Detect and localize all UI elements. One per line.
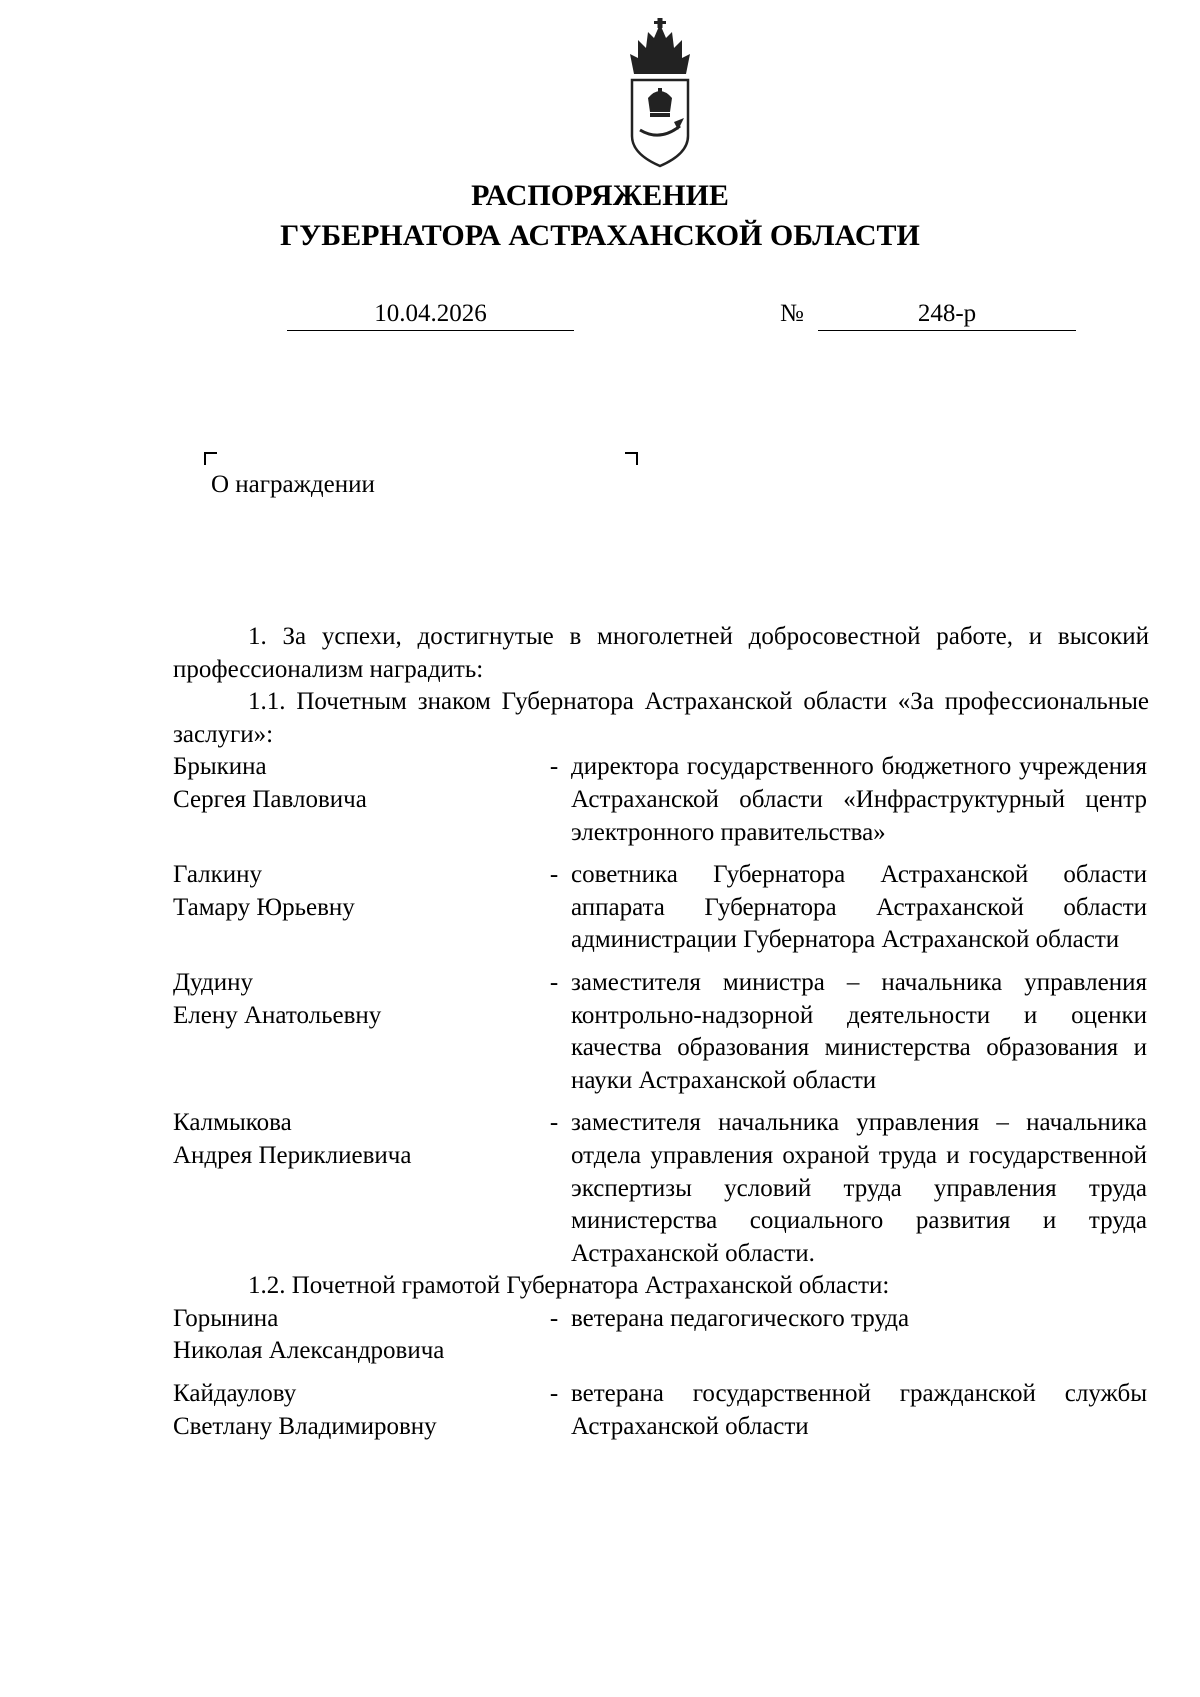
coat-of-arms-icon	[620, 18, 700, 170]
section-heading-1-2: 1.2. Почетной грамотой Губернатора Астраханской области:	[248, 1272, 890, 1300]
recipient-given-names: Андрея Периклиевича	[173, 1141, 412, 1169]
award-entry	[173, 1303, 1149, 1368]
subject-bracket-left	[204, 452, 217, 465]
recipient-position: советника Губернатора Астраханской области аппарата Губернатора Астраханской области администрации Губернатора Астраханской области	[571, 861, 1147, 954]
recipient-name	[173, 1107, 537, 1270]
document-subject: О награждении	[211, 471, 375, 498]
document-title: РАСПОРЯЖЕНИЕ	[471, 179, 729, 212]
subject-bracket-right	[625, 452, 638, 465]
issuing-authority: ГУБЕРНАТОРА АСТРАХАНСКОЙ ОБЛАСТИ	[280, 219, 920, 252]
entry-dash: -	[549, 1304, 559, 1332]
recipient-given-names: Светлану Владимировну	[173, 1412, 437, 1440]
recipient-given-names: Тамару Юрьевну	[173, 893, 355, 921]
document-body	[173, 621, 1149, 1443]
entry-dash: -	[549, 968, 559, 996]
recipient-surname: Горынина	[173, 1304, 279, 1332]
award-entry	[173, 751, 1149, 849]
document-number: 248-р	[818, 298, 1076, 331]
award-entry	[173, 967, 1149, 1097]
award-entry	[173, 1107, 1149, 1270]
award-entry	[173, 859, 1149, 957]
entry-dash: -	[549, 1380, 559, 1408]
recipient-name	[173, 859, 537, 957]
recipient-name	[173, 967, 537, 1097]
document-header	[0, 176, 1200, 256]
recipient-surname: Галкину	[173, 861, 263, 889]
section-heading-1-1: 1.1. Почетным знаком Губернатора Астраханской области «За профессиональные заслуги»:	[173, 688, 1149, 748]
recipient-name	[173, 1303, 537, 1368]
recipient-position: заместителя начальника управления – начальника отдела управления охраной труда и государственной экспертизы условий труда управления труда министерства социального развития и труда Астраханской области.	[571, 1109, 1147, 1267]
recipient-name	[173, 751, 537, 849]
recipient-given-names: Елену Анатольевну	[173, 1001, 382, 1029]
award-entry	[173, 1378, 1149, 1443]
entry-dash: -	[549, 1109, 559, 1137]
recipient-position: ветерана государственной гражданской службы Астраханской области	[571, 1380, 1147, 1440]
recipient-position: директора государственного бюджетного учреждения Астраханской области «Инфраструктурный центр электронного правительства»	[571, 753, 1147, 846]
recipient-surname: Калмыкова	[173, 1109, 292, 1137]
number-sign: №	[780, 300, 804, 327]
recipient-surname: Брыкина	[173, 753, 267, 781]
document-date: 10.04.2026	[287, 298, 574, 331]
entry-dash: -	[549, 753, 559, 781]
recipient-position: заместителя министра – начальника управления контрольно-надзорной деятельности и оценки качества образования министерства образования и науки Астраханской области	[571, 968, 1147, 1094]
recipient-surname: Кайдаулову	[173, 1380, 297, 1408]
intro-paragraph: 1. За успехи, достигнутые в многолетней добросовестной работе, и высокий профессионализм наградить:	[173, 623, 1149, 683]
recipient-given-names: Сергея Павловича	[173, 785, 367, 813]
entry-dash: -	[549, 861, 559, 889]
recipient-given-names: Николая Александровича	[173, 1337, 445, 1365]
recipient-surname: Дудину	[173, 968, 253, 996]
recipient-name	[173, 1378, 537, 1443]
recipient-position: ветерана педагогического труда	[571, 1304, 910, 1332]
